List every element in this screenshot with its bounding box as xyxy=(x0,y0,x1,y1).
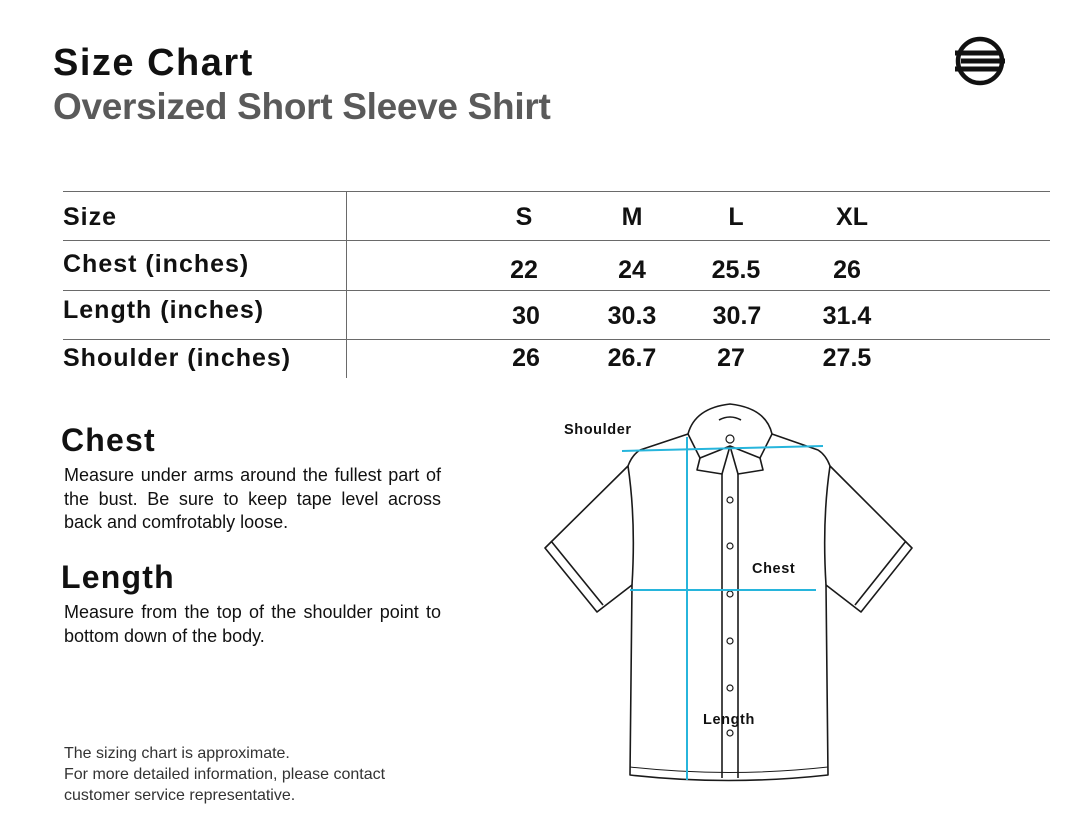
table-cell: 30 xyxy=(512,302,540,330)
table-cell: 26 xyxy=(512,344,540,372)
size-header-l: L xyxy=(728,203,744,231)
table-cell: 24 xyxy=(618,256,646,284)
length-description: Measure from the top of the shoulder point to bottom down of the body. xyxy=(64,602,441,646)
table-cell: 30.7 xyxy=(712,302,762,330)
length-label: Length xyxy=(703,712,755,728)
chest-heading: Chest xyxy=(61,422,156,458)
size-header-xl: XL xyxy=(836,203,868,231)
table-divider xyxy=(63,240,1050,241)
length-heading: Length xyxy=(61,559,175,595)
table-divider xyxy=(63,191,1050,192)
table-divider xyxy=(63,339,1050,340)
table-column-divider xyxy=(346,191,347,378)
table-cell: 27 xyxy=(717,344,745,372)
row-label-chest: Chest (inches) xyxy=(63,250,250,278)
chest-label: Chest xyxy=(752,561,796,577)
table-cell: 27.5 xyxy=(822,344,872,372)
brand-logo-icon xyxy=(952,36,1008,86)
table-cell: 26.7 xyxy=(607,344,657,372)
table-cell: 26 xyxy=(833,256,861,284)
size-header-s: S xyxy=(515,203,533,231)
disclaimer-line: customer service representative. xyxy=(64,787,296,804)
table-cell: 30.3 xyxy=(607,302,657,330)
table-cell: 31.4 xyxy=(822,302,872,330)
table-divider xyxy=(63,290,1050,291)
page-subtitle: Oversized Short Sleeve Shirt xyxy=(53,86,551,127)
table-header-label: Size xyxy=(63,203,118,231)
disclaimer-line: The sizing chart is approximate. xyxy=(64,745,290,762)
row-label-length: Length (inches) xyxy=(63,296,265,324)
size-header-m: M xyxy=(621,203,643,231)
table-cell: 25.5 xyxy=(711,256,761,284)
chest-description: Measure under arms around the fullest part of the bust. Be sure to keep tape level across back and comfrotably loose. xyxy=(64,465,441,532)
shirt-buttons xyxy=(726,435,734,736)
disclaimer-note xyxy=(64,743,385,806)
page-title: Size Chart xyxy=(53,42,254,84)
table-cell: 22 xyxy=(510,256,538,284)
row-label-shoulder: Shoulder (inches) xyxy=(63,344,292,372)
shirt-measurement-diagram xyxy=(540,398,920,788)
shoulder-label: Shoulder xyxy=(564,422,632,438)
disclaimer-line: For more detailed information, please contact xyxy=(64,766,386,783)
